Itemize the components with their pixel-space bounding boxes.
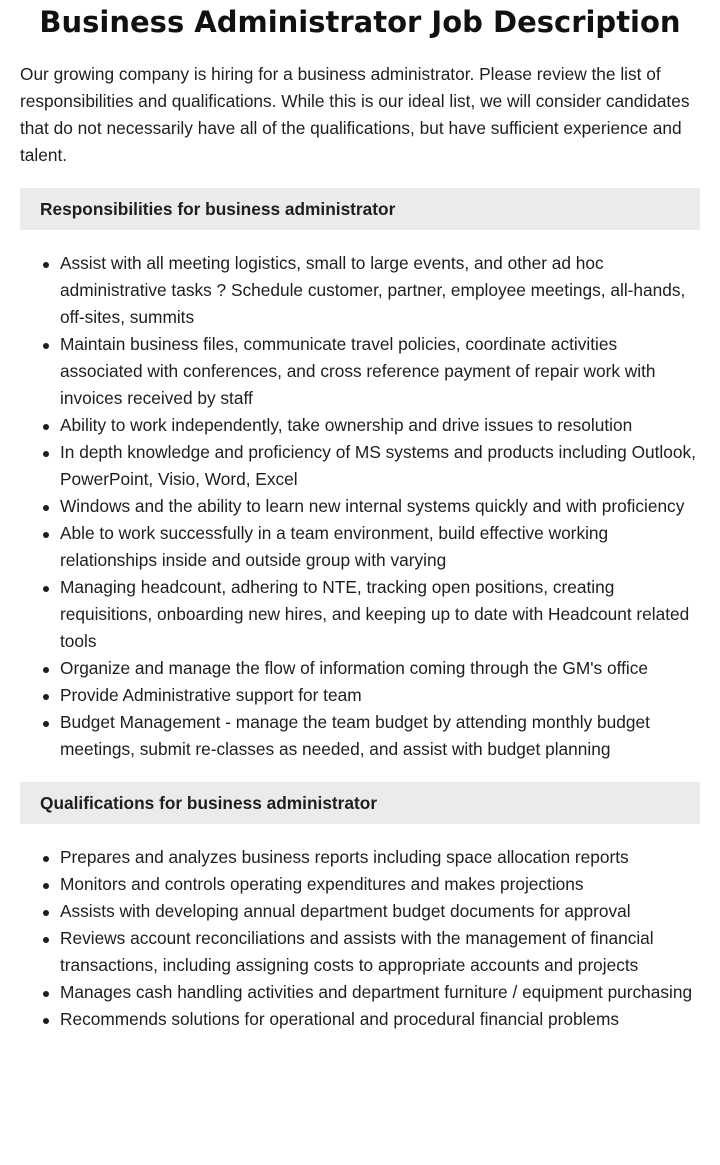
list-item-text: Prepares and analyzes business reports including space allocation reports [60,847,629,867]
list-item-text: Managing headcount, adhering to NTE, tracking open positions, creating requisitions, onboarding new hires, and keeping up to date with Headcount related tools [60,577,690,651]
bullet-icon [43,694,49,700]
list-item [60,520,700,574]
list-item [60,979,700,1006]
list-item [60,574,700,655]
list-item-text: Assists with developing annual department budget documents for approval [60,901,631,921]
list-item-text: Organize and manage the flow of information coming through the GM's office [60,658,648,678]
bullet-icon [43,856,49,862]
bullet-icon [43,721,49,727]
bullet-icon [43,667,49,673]
list-item [60,412,700,439]
bullet-icon [43,262,49,268]
bullet-icon [43,532,49,538]
responsibilities-list [20,250,700,763]
bullet-icon [43,505,49,511]
list-item-text: Recommends solutions for operational and procedural financial problems [60,1009,620,1029]
list-item [60,709,700,763]
list-item-text: In depth knowledge and proficiency of MS systems and products including Outlook, PowerPoint, Visio, Word, Excel [60,442,696,489]
responsibilities-heading: Responsibilities for business administrator [20,188,700,230]
bullet-icon [43,991,49,997]
bullet-icon [43,937,49,943]
list-item-text: Assist with all meeting logistics, small to large events, and other ad hoc administrative tasks ? Schedule customer, partner, employee meetings, all-hands, off-sites, summits [60,253,686,327]
page-title: Business Administrator Job Description [39,5,681,39]
list-item-text: Reviews account reconciliations and assists with the management of financial transactions, including assigning costs to appropriate accounts and projects [60,928,654,975]
list-item [60,844,700,871]
list-item [60,493,700,520]
list-item-text: Manages cash handling activities and department furniture / equipment purchasing [60,982,693,1002]
list-item-text: Able to work successfully in a team environment, build effective working relationships inside and outside group with varying [60,523,609,570]
bullet-icon [43,883,49,889]
list-item-text: Budget Management - manage the team budget by attending monthly budget meetings, submit re-classes as needed, and assist with budget planning [60,712,650,759]
list-item [60,925,700,979]
list-item-text: Provide Administrative support for team [60,685,362,705]
list-item [60,871,700,898]
bullet-icon [43,1018,49,1024]
qualifications-list [20,844,700,1033]
bullet-icon [43,343,49,349]
bullet-icon [43,424,49,430]
list-item [60,682,700,709]
intro-paragraph: Our growing company is hiring for a business administrator. Please review the list of responsibilities and qualifications. While this is our ideal list, we will consider candidates that do not necessarily have all of the qualifications, but have sufficient experience and talent. [20,64,690,165]
bullet-icon [43,910,49,916]
list-item-text: Monitors and controls operating expenditures and makes projections [60,874,584,894]
list-item [60,1006,700,1033]
bullet-icon [43,451,49,457]
list-item-text: Ability to work independently, take ownership and drive issues to resolution [60,415,633,435]
list-item [60,439,700,493]
list-item [60,655,700,682]
qualifications-heading: Qualifications for business administrator [20,782,700,824]
list-item-text: Windows and the ability to learn new internal systems quickly and with proficiency [60,496,685,516]
list-item [60,898,700,925]
list-item [60,331,700,412]
list-item [60,250,700,331]
bullet-icon [43,586,49,592]
list-item-text: Maintain business files, communicate travel policies, coordinate activities associated with conferences, and cross reference payment of repair work with invoices received by staff [60,334,656,408]
